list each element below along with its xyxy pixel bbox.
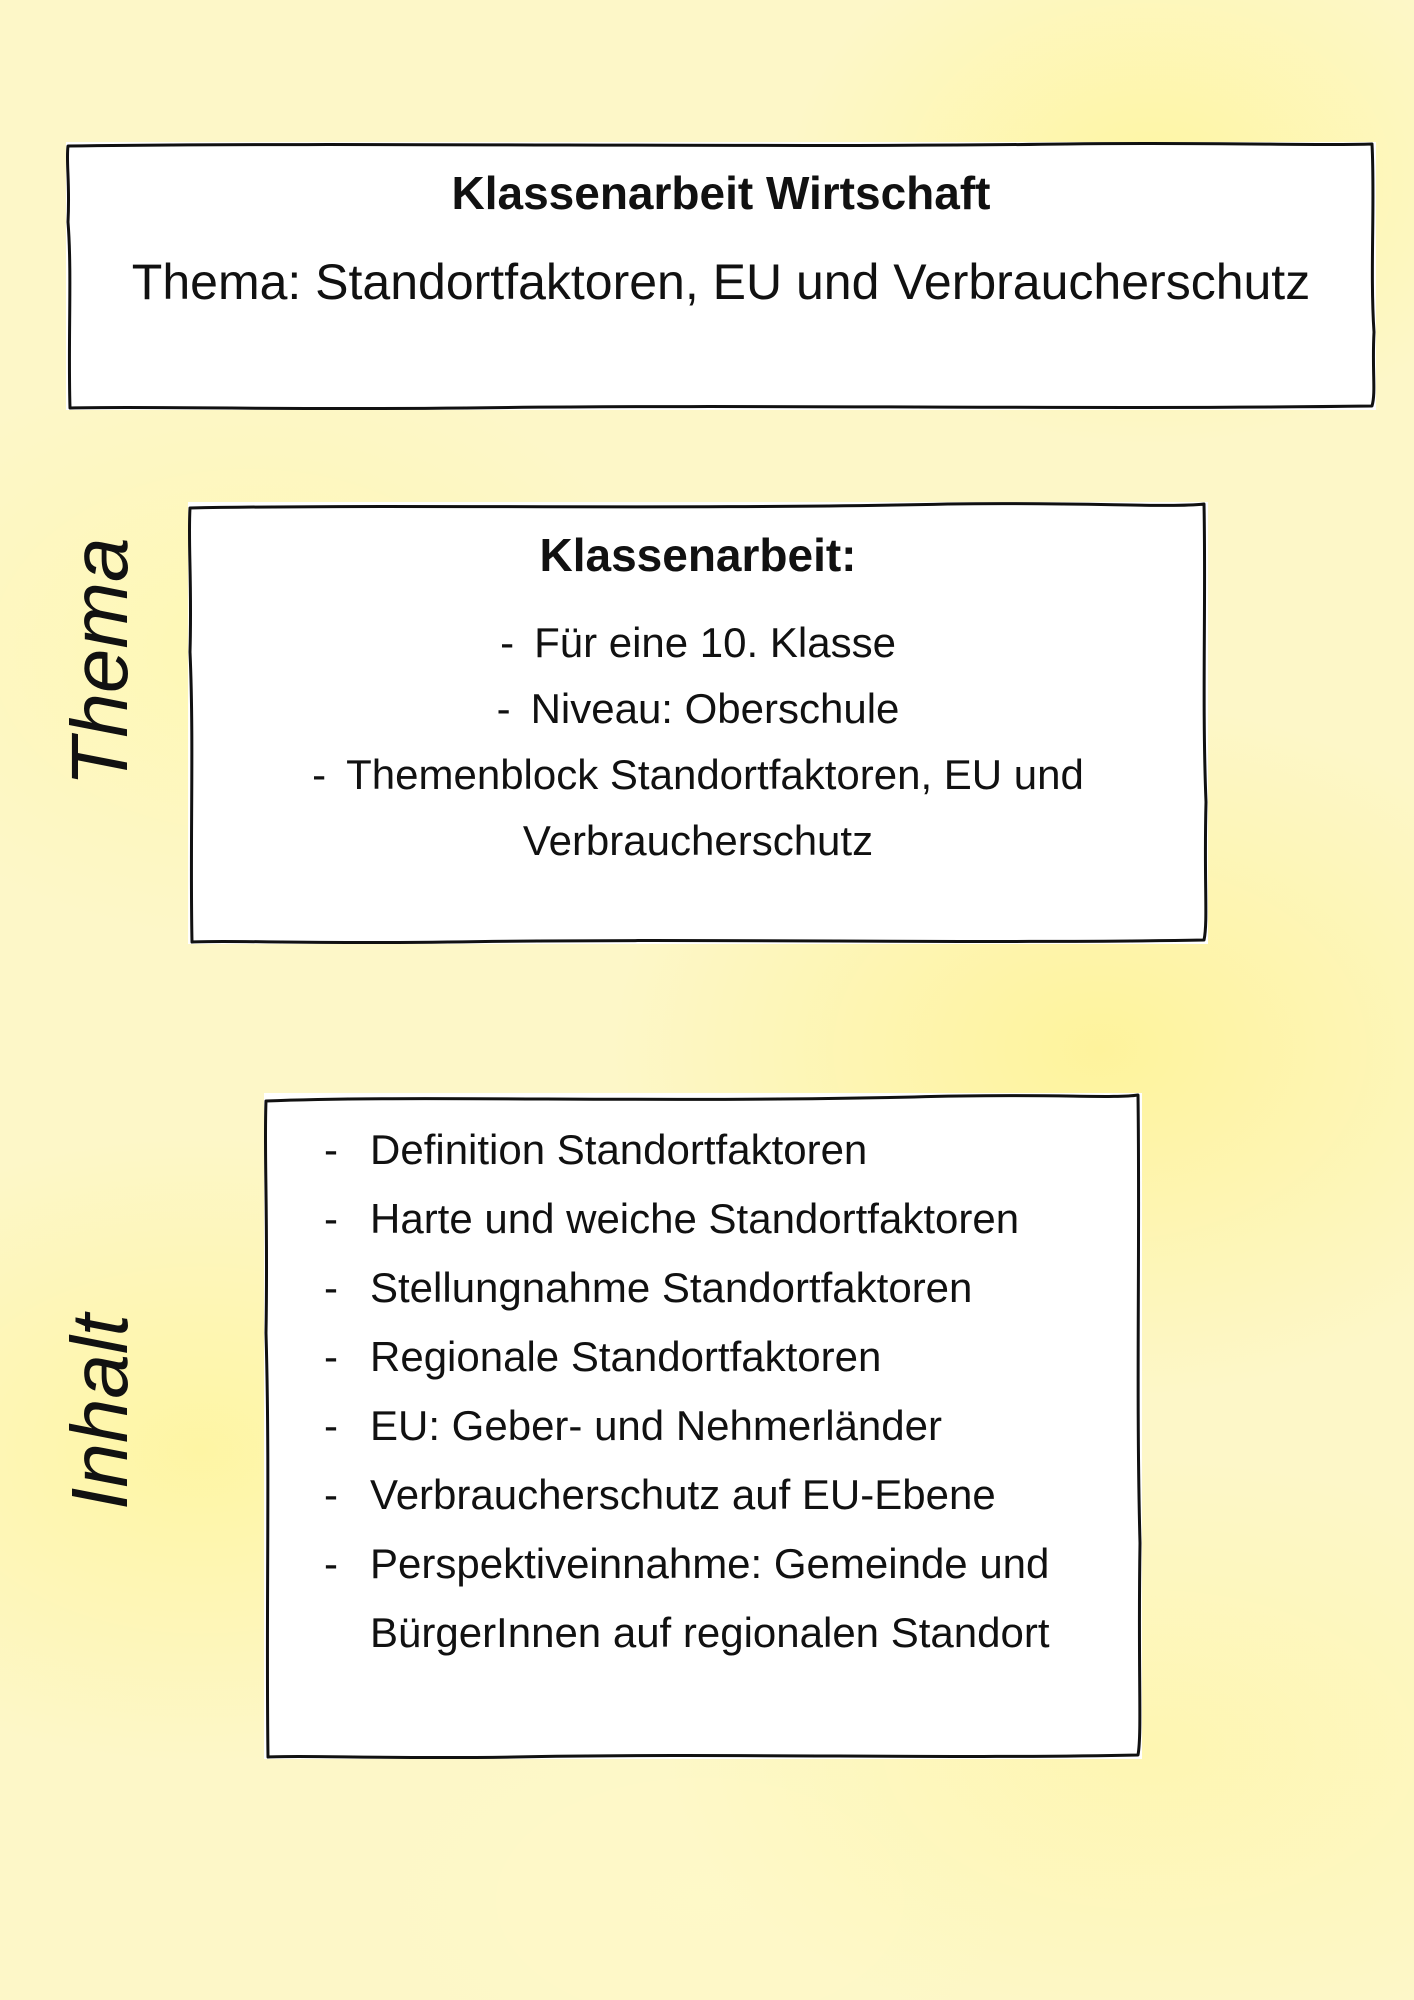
bullet-dash: - bbox=[324, 1126, 338, 1173]
inhalt-list-item bbox=[324, 1115, 1122, 1184]
page-title: Klassenarbeit Wirtschaft bbox=[451, 167, 991, 219]
bullet-dash: - bbox=[324, 1402, 338, 1449]
thema-item-text: Niveau: Oberschule bbox=[530, 685, 900, 732]
thema-list-item bbox=[188, 742, 1208, 874]
inhalt-list-item bbox=[324, 1460, 1122, 1529]
page-subtitle: Thema: Standortfaktoren, EU und Verbraucherschutz bbox=[131, 254, 1311, 310]
inhalt-item-text: Harte und weiche Standortfaktoren bbox=[370, 1195, 1020, 1242]
thema-item-text: Themenblock Standortfaktoren, EU und Verbraucherschutz bbox=[346, 751, 1084, 864]
bullet-dash: - bbox=[496, 685, 511, 732]
inhalt-item-text: EU: Geber- und Nehmerländer bbox=[370, 1402, 942, 1449]
inhalt-list-item bbox=[324, 1391, 1122, 1460]
bullet-dash: - bbox=[324, 1540, 338, 1587]
inhalt-box bbox=[264, 1093, 1142, 1759]
bullet-dash: - bbox=[324, 1471, 338, 1518]
bullet-dash: - bbox=[324, 1333, 338, 1380]
bullet-dash: - bbox=[500, 619, 515, 666]
inhalt-list bbox=[264, 1093, 1142, 1667]
inhalt-item-text: Definition Standortfaktoren bbox=[370, 1126, 868, 1173]
thema-list-item bbox=[188, 610, 1208, 676]
bullet-dash: - bbox=[324, 1264, 338, 1311]
inhalt-item-text: Regionale Standortfaktoren bbox=[370, 1333, 882, 1380]
thema-heading: Klassenarbeit: bbox=[539, 529, 857, 581]
thema-box bbox=[188, 502, 1208, 944]
inhalt-item-text: Perspektiveinnahme: Gemeinde und BürgerInnen auf regionalen Standort bbox=[370, 1540, 1050, 1656]
inhalt-list-item bbox=[324, 1184, 1122, 1253]
side-label-inhalt: Inhalt bbox=[55, 1314, 144, 1510]
header-box bbox=[66, 142, 1376, 410]
side-label-thema: Thema bbox=[55, 537, 144, 787]
inhalt-list-item bbox=[324, 1529, 1122, 1667]
inhalt-list-item bbox=[324, 1253, 1122, 1322]
bullet-dash: - bbox=[312, 751, 327, 798]
inhalt-item-text: Verbraucherschutz auf EU-Ebene bbox=[370, 1471, 996, 1518]
inhalt-item-text: Stellungnahme Standortfaktoren bbox=[370, 1264, 973, 1311]
thema-list-item bbox=[188, 676, 1208, 742]
bullet-dash: - bbox=[324, 1195, 338, 1242]
inhalt-list-item bbox=[324, 1322, 1122, 1391]
thema-item-text: Für eine 10. Klasse bbox=[534, 619, 896, 666]
